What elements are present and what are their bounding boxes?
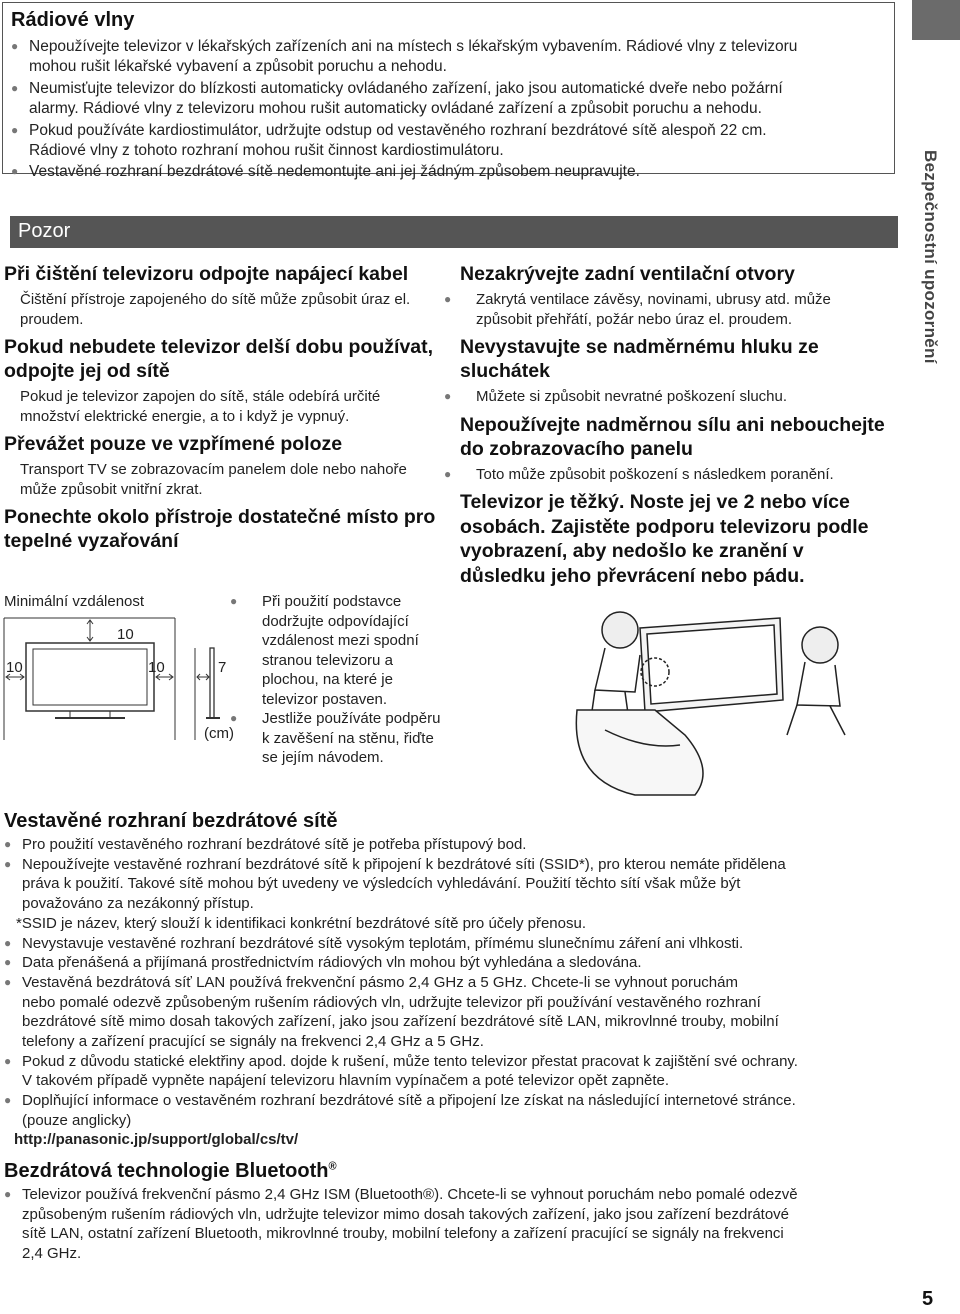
wireless-list bbox=[4, 835, 904, 1131]
bullet-icon: ● bbox=[444, 466, 452, 481]
text-vents: ● Zakrytá ventilace závěsy, novinami, ubrusy atd. může způsobit přehřátí, požár nebo úraz el. proudem. bbox=[444, 291, 831, 328]
list-item: bezdrátové sítě mimo dosah takových zařízení, jako jsou zařízení bezdrátové sítě LAN, mikrovlnné trouby, mobilní bbox=[22, 1013, 779, 1031]
list-item: ● Nevystavuje vestavěné rozhraní bezdrátové sítě vysokým teplotám, přímému slunečnímu záření ani vlhkosti. bbox=[4, 934, 744, 952]
wireless-title: Vestavěné rozhraní bezdrátové sítě bbox=[4, 810, 338, 832]
stand-notes bbox=[230, 592, 446, 768]
list-item: ● Pokud používáte kardiostimulátor, udržujte odstup od vestavěného rozhraní bezdrátové sítě alespoň 22 cm. bbox=[11, 121, 767, 139]
bullet-icon: ● bbox=[4, 955, 12, 970]
text-upright: Transport TV se zobrazovacím panelem dole nebo nahoře může způsobit vnitřní zkrat. bbox=[4, 460, 444, 499]
caution-banner bbox=[10, 216, 898, 248]
list-item: ● Nepoužívejte televizor v lékařských zařízeních ani na místech s lékařským vybavením. Rádiové vlny z televizoru bbox=[11, 38, 798, 55]
list-item: ● Neumisťujte televizor do blízkosti automaticky ovládaného zařízení, jako jsou automatické dveře nebo požární bbox=[11, 79, 783, 97]
heading-panel-force: Nepoužívejte nadměrnou sílu ani nebouchejte do zobrazovacího panelu bbox=[460, 413, 885, 460]
list-item: ● Doplňující informace o vestavěném rozhraní bezdrátové sítě a připojení lze získat na následující internetové stránce. bbox=[4, 1092, 796, 1110]
bullet-icon: ● bbox=[444, 389, 452, 403]
dim-unit: (cm) bbox=[204, 725, 234, 742]
dim-right: 10 bbox=[148, 659, 165, 676]
support-url[interactable]: http://panasonic.jp/support/global/cs/tv/ bbox=[14, 1131, 299, 1148]
list-item: (pouze anglicky) bbox=[22, 1111, 132, 1129]
bullet-icon: ● bbox=[11, 122, 19, 137]
list-item: ● Pokud z důvodu statické elektřiny apod. dojde k rušení, může tento televizor přestat pracovat k zajištění své ochrany. bbox=[4, 1052, 798, 1070]
dim-back: 7 bbox=[218, 659, 227, 676]
dim-top: 10 bbox=[117, 626, 134, 643]
page-number: 5 bbox=[922, 1288, 934, 1310]
bluetooth-list bbox=[4, 1185, 904, 1264]
text-panel-force: ● Toto může způsobit poškození s následkem poranění. bbox=[444, 465, 834, 483]
carrying-illustration bbox=[565, 600, 885, 800]
list-item: alarmy. Rádiové vlny z televizoru mohou rušit automaticky ovládané zařízení a způsobit poruchu a nehodu. bbox=[29, 100, 762, 118]
section-tab-marker bbox=[912, 0, 960, 40]
note-stand: ● Při použití podstavce dodržujte odpovídající vzdálenost mezi spodní stranou televizoru a plochou, na které je televizor postaven. bbox=[230, 593, 419, 708]
min-distance-label: Minimální vzdálenost bbox=[4, 593, 145, 610]
list-item: 2,4 GHz. bbox=[22, 1245, 82, 1263]
bullet-icon: ● bbox=[4, 1187, 12, 1201]
list-item: považováno za nezákonný přístup. bbox=[22, 895, 254, 913]
left-column bbox=[4, 262, 444, 553]
bullet-icon: ● bbox=[11, 39, 19, 53]
list-item: *SSID je název, který slouží k identifikaci konkrétní bezdrátové sítě pro účely přenosu. bbox=[16, 914, 586, 932]
text-unplug-cleaning: Čištění přístroje zapojeného do sítě může způsobit úraz el. proudem. bbox=[4, 290, 444, 329]
list-item: ● Televizor používá frekvenční pásmo 2,4 GHz ISM (Bluetooth®). Chcete-li se vyhnout poruchám nebo pomalé odezvě bbox=[4, 1186, 798, 1203]
dim-left: 10 bbox=[6, 659, 23, 676]
radio-waves-title: Rádiové vlny bbox=[11, 9, 135, 31]
radio-waves-list bbox=[11, 36, 891, 183]
heading-ventilation-space: Ponechte okolo přístroje dostatečné místo pro tepelné vyzařování bbox=[4, 506, 436, 552]
bullet-icon: ● bbox=[4, 935, 12, 950]
bullet-icon: ● bbox=[11, 80, 19, 95]
bullet-icon bbox=[4, 387, 20, 407]
bullet-icon: ● bbox=[230, 711, 238, 725]
list-item: ● Pro použití vestavěného rozhraní bezdrátové sítě je potřeba přístupový bod. bbox=[4, 836, 527, 853]
bullet-icon bbox=[4, 460, 20, 480]
list-item: Rádiové vlny z tohoto rozhraní mohou rušit činnost kardiostimulátoru. bbox=[29, 142, 504, 160]
list-item: nebo pomalé odezvě způsobeným rušením rádiových vln, udržujte televizor při používání vestavěného rozhraní bbox=[22, 993, 761, 1011]
right-column bbox=[444, 262, 890, 588]
heading-unplug-cleaning: Při čištění televizoru odpojte napájecí kabel bbox=[4, 263, 409, 285]
note-wall-bracket: ● Jestliže používáte podpěru k zavěšení na stěnu, řiďte se jejím návodem. bbox=[230, 710, 441, 766]
bullet-icon: ● bbox=[4, 1053, 12, 1068]
bullet-icon: ● bbox=[11, 164, 19, 179]
text-headphones: ● Můžete si způsobit nevratné poškození sluchu. bbox=[444, 388, 788, 405]
list-item: telefony a zařízení pracující se signály na frekvenci 2,4 GHz a 5 GHz. bbox=[22, 1033, 484, 1051]
radio-waves-box bbox=[2, 2, 895, 181]
bluetooth-title: Bezdrátová technologie Bluetooth® bbox=[4, 1160, 337, 1182]
list-item: práva k použití. Takové sítě mohou být uvedeny ve výsledcích vyhledávání. Použití těchto sítí však může být bbox=[22, 875, 741, 893]
bullet-icon: ● bbox=[230, 594, 238, 608]
bullet-icon: ● bbox=[444, 292, 452, 306]
text-unplug-long: Pokud je televizor zapojen do sítě, stále odebírá určité množství elektrické energie, a to i když je vypnuý. bbox=[4, 387, 444, 426]
bullet-icon: ● bbox=[4, 974, 12, 989]
list-item: mohou rušit lékařské vybavení a způsobit poruchu a nehodu. bbox=[29, 58, 447, 76]
list-item: ● Data přenášená a přijímaná prostřednictvím rádiových vln mohou být vyhledána a sledována. bbox=[4, 954, 642, 972]
caution-label: Pozor bbox=[18, 220, 71, 242]
bullet-icon: ● bbox=[4, 1093, 12, 1108]
heading-headphones: Nevystavujte se nadměrnému hluku ze sluchátek bbox=[460, 336, 819, 382]
list-item: ● Vestavěná bezdrátová síť LAN používá frekvenční pásmo 2,4 GHz a 5 GHz. Chcete-li se vyhnout poruchám bbox=[4, 973, 738, 991]
bullet-icon: ● bbox=[4, 837, 12, 851]
heading-upright: Převážet pouze ve vzpřímené poloze bbox=[4, 433, 343, 455]
bullet-icon: ● bbox=[4, 856, 12, 871]
list-item: V takovém případě vypněte napájení televizoru hlavním vypínačem a poté televizor opět zapněte. bbox=[22, 1072, 670, 1090]
list-item: ● Vestavěné rozhraní bezdrátové sítě nedemontujte ani jej žádným způsobem neupravujte. bbox=[11, 163, 640, 181]
heading-unplug-long: Pokud nebudete televizor delší dobu používat, odpojte jej od sítě bbox=[4, 336, 434, 382]
list-item: způsobeným rušením rádiových vln, udržujte televizor mimo dosah takových zařízení, jako jsou zařízení bezdrátové bbox=[22, 1205, 790, 1223]
heading-vents: Nezakrývejte zadní ventilační otvory bbox=[460, 263, 795, 285]
clearance-diagram bbox=[0, 610, 250, 745]
list-item: ● Nepoužívejte vestavěné rozhraní bezdrátové sítě k připojení k bezdrátové síti (SSID*), pro kterou nemáte přidělena bbox=[4, 855, 786, 873]
heavy-warning: Televizor je těžký. Noste jej ve 2 nebo více osobách. Zajistěte podporu televizoru podle vyobrazení, aby nedošlo ke zranění v důsledku jeho převrácení nebo pádu. bbox=[460, 491, 869, 587]
list-item: sítě LAN, ostatní zařízení Bluetooth, mikrovlnné trouby, mobilní telefony a zařízení pracující se signály na frekvenci bbox=[22, 1225, 784, 1243]
bullet-icon bbox=[4, 290, 20, 310]
